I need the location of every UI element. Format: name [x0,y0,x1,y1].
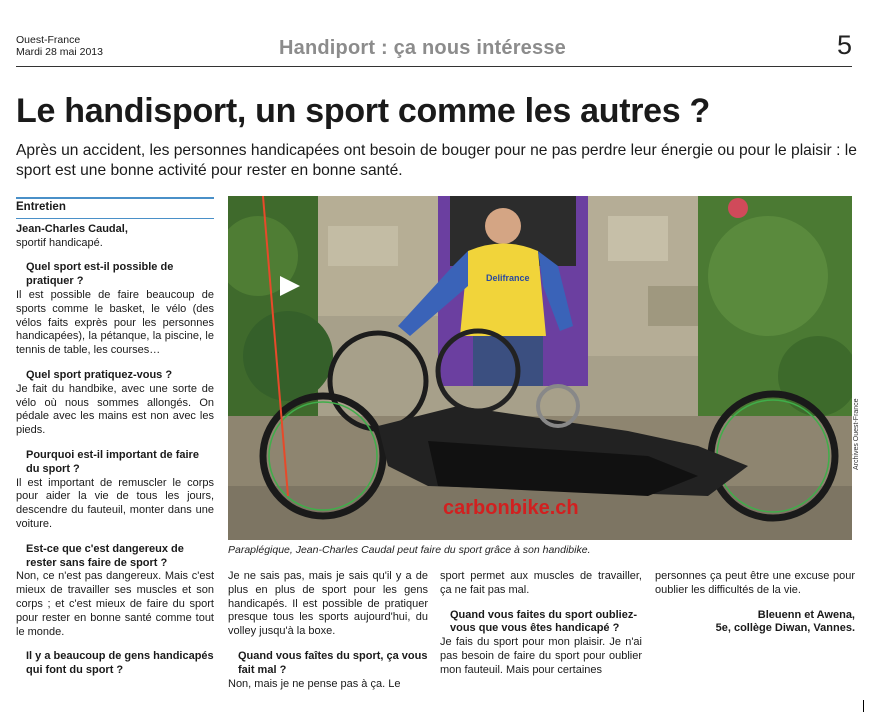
question: Est-ce que c'est dangereux de rester sans faire de sport ? [26,542,184,569]
answer: Il est important de remuscler le corps pour aider la vie de tous les jours, descendre du fauteuil, monter dans une voiture. [16,476,214,530]
bike-brand-text: carbonbike.ch [443,497,579,519]
text-cursor [863,700,864,712]
masthead [16,34,103,58]
question: Quand vous faîtes du sport, ça vous fait mal ? [238,649,428,676]
issue-date: Mardi 28 mai 2013 [16,46,103,58]
answer: Je fait du handbike, avec une sorte de vélo où nous sommes allongés. On pédale avec les mains est non avec les pieds. [16,382,214,437]
question: Quand vous faites du sport oubliez-vous que vous êtes handicapé ? [450,608,638,635]
photo-caption: Paraplégique, Jean-Charles Caudal peut faire du sport grâce à son handibike. [228,544,591,556]
column-2 [228,570,428,691]
paragraph: Je ne sais pas, mais je sais qu'il y a de plus en plus de sport pour les gens handicapés. Il est possible de pratiquer presque tous les sports aujourd'hui, du volley jusqu'à la boxe. [228,570,428,638]
paragraph: personnes ça peut être une excuse pour oublier les difficultés de la vie. [655,570,855,596]
newspaper-name: Ouest-France [16,34,81,46]
article-photo [228,196,852,540]
author-names: Bleuenn et Awena, [757,608,855,621]
section-tag: Entretien [16,201,66,213]
headline: Le handisport, un sport comme les autres ? [16,92,710,130]
standfirst: Après un accident, les personnes handicapées ont besoin de bouger pour ne pas perdre leur énergie ou pour le plaisir : le sport est une bonne activité pour rester en bonne santé. [16,142,857,179]
answer: Non, mais je ne pense pas à ça. Le [228,677,401,690]
page-number: 5 [836,30,852,60]
question: Quel sport est-il possible de pratiquer ? [26,261,174,288]
answer: Il est possible de faire beaucoup de sports comme le basket, le vélo (des vélos faits exprès pour les personnes handicapées), la pétanque, la piscine, le tennis de table, les courses… [16,288,214,357]
column-4 [655,570,855,636]
column-3 [440,570,642,678]
handbike-photo [228,196,852,540]
jersey-text: Delifrance [486,273,530,283]
question: Pourquoi est-il important de faire du sport ? [26,448,199,475]
answer: Non, ce n'est pas dangereux. Mais c'est mieux de travailler ses muscles et son corps ; et c'est mieux de faire du sport pour rester en bonne santé comme tout le monde. [16,570,214,638]
tag-rule-bottom [16,218,214,219]
author-school: 5e, collège Diwan, Vannes. [715,622,855,635]
answer: Je fais du sport pour mon plaisir. Je n'ai pas besoin de faire du sport pour oublier mon fauteuil. Mais pour certaines [440,636,642,676]
question: Quel sport pratiquez-vous ? [26,368,173,381]
left-column [16,197,214,678]
paragraph: sport permet aux muscles de travailler, ça ne fait pas mal. [440,570,642,596]
question: Il y a beaucoup de gens handicapés qui font du sport ? [26,650,214,677]
photo-credit: Archives Ouest-France [853,398,860,470]
interviewee-role: sportif handicapé. [16,236,103,249]
interviewee-name: Jean-Charles Caudal, [16,222,128,235]
top-divider [16,66,852,67]
section-rubric: Handiport : ça nous intéresse [279,37,566,59]
